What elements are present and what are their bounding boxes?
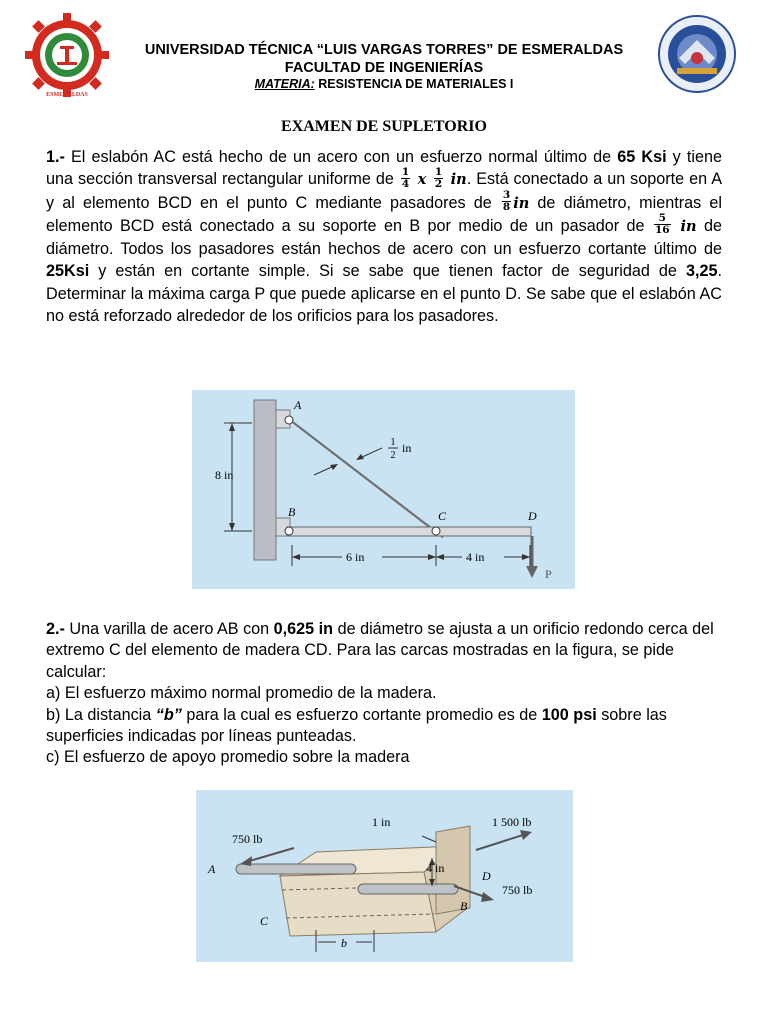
p1-text-5: de diámetro. Todos los pasadores están hechos de acero con un esfuerzo cortante último de (46, 216, 722, 259)
label-b: B (460, 899, 468, 913)
label-b-dim: b (341, 936, 347, 950)
load-right-bottom: 750 lb (502, 883, 533, 897)
faculty-name: FACULTAD DE INGENIERÍAS (284, 60, 484, 76)
frac-den: 16 (654, 224, 670, 237)
p1-safety-factor: 3,25 (685, 262, 718, 281)
frac-den: 8 (502, 200, 511, 213)
p1-fraction-4 (654, 213, 671, 236)
logo-text-bottom: ESMERALDAS (46, 92, 88, 98)
problem-2-number: 2.- (46, 620, 65, 638)
p1-text-4: de diámetro, mientras el elemento BCD está conectado a su soporte en B por medio de un pasador de (46, 193, 722, 235)
load-left: 750 lb (232, 832, 263, 846)
problem-1-text (46, 146, 722, 327)
p1-unit: in (672, 217, 697, 235)
label-p: P (545, 567, 552, 581)
p2-b-stress: 100 psi (541, 705, 597, 724)
university-logo (24, 12, 110, 98)
p1-text-1: El eslabón AC está hecho de un acero con un esfuerzo normal último de (64, 148, 618, 166)
exam-title: EXAMEN DE SUPLETORIO (281, 118, 487, 135)
frac-den: 4 (401, 177, 410, 190)
p1-text-3: . Está conectado a un soporte en A y al elemento BCD en el punto C mediante pasadores de (46, 170, 723, 212)
p2-text-2: de diámetro se ajusta a un orificio redondo cerca del extremo C del elemento de madera CD. Para las carcas mostradas en la figura, se pide calcular: (46, 620, 714, 681)
frac-num: 1 (434, 165, 443, 178)
label-d: D (482, 869, 491, 883)
p2-b-post: sobre las superficies indicadas por líneas punteadas. (46, 705, 667, 745)
frac-den: 2 (434, 177, 443, 190)
p2-intro (46, 619, 722, 683)
university-name: UNIVERSIDAD TÉCNICA “LUIS VARGAS TORRES” DE ESMERALDAS (144, 42, 624, 58)
p2-text-1: Una varilla de acero AB con (64, 620, 274, 638)
subject-label: MATERIA: (254, 77, 315, 91)
problem-2-text (46, 619, 722, 769)
p2-diameter: 0,625 in (273, 620, 334, 638)
figure-2 (196, 790, 573, 962)
p2-item-c: c) El esfuerzo de apoyo promedio sobre la madera (46, 748, 410, 767)
p1-fraction-1 (401, 167, 410, 190)
p2-b-pre: b) La distancia (46, 705, 156, 724)
p2-item-b (46, 705, 722, 748)
label-c: C (260, 914, 269, 928)
dim-8in: 8 in (215, 468, 234, 482)
dim-1in: 1 in (372, 815, 391, 829)
p1-unit: in (513, 194, 530, 212)
p1-shear-stress: 25Ksi (46, 262, 90, 281)
p1-text-6: y están en cortante simple. Si se sabe que tienen factor de seguridad de (89, 262, 686, 281)
label-d: D (528, 509, 537, 523)
thick-unit: in (402, 441, 412, 455)
label-a: A (294, 398, 302, 412)
p1-fraction-2 (434, 167, 443, 190)
p1-fraction-3 (502, 190, 511, 213)
p1-ultimate-stress: 65 Ksi (617, 148, 667, 166)
label-b: B (288, 505, 296, 519)
dim-4in: 4 in (466, 550, 485, 564)
p1-times: x (412, 171, 432, 189)
dim-4in: 4 in (426, 861, 445, 875)
problem-1-number: 1.- (46, 148, 65, 166)
figure-1 (192, 390, 575, 589)
p2-item-a: a) El esfuerzo máximo normal promedio de la madera. (46, 684, 437, 703)
load-right-top: 1 500 lb (492, 815, 532, 829)
p2-b-mid: para la cual es esfuerzo cortante promedio es de (181, 705, 542, 724)
p1-text-7: . Determinar la máxima carga P que puede aplicarse en el punto D. Se sabe que el eslabón AC no está reforzado alrededor de los orificios para los pasadores. (46, 262, 722, 326)
subject-value: RESISTENCIA DE MATERIALES I (314, 77, 514, 91)
label-a: A (208, 862, 216, 876)
subject-line (110, 77, 658, 91)
label-c: C (438, 509, 447, 523)
faculty-logo (657, 14, 737, 94)
thick-den: 2 (390, 450, 396, 461)
thick-num: 1 (390, 437, 396, 448)
p1-unit: in (445, 171, 467, 189)
frac-num: 3 (502, 188, 511, 201)
frac-num: 5 (654, 213, 671, 225)
p2-b-var: “b” (155, 705, 182, 724)
p1-text-2: y tiene una sección transversal rectangular uniforme de (46, 148, 722, 189)
dim-6in: 6 in (346, 550, 365, 564)
frac-num: 1 (401, 165, 410, 178)
